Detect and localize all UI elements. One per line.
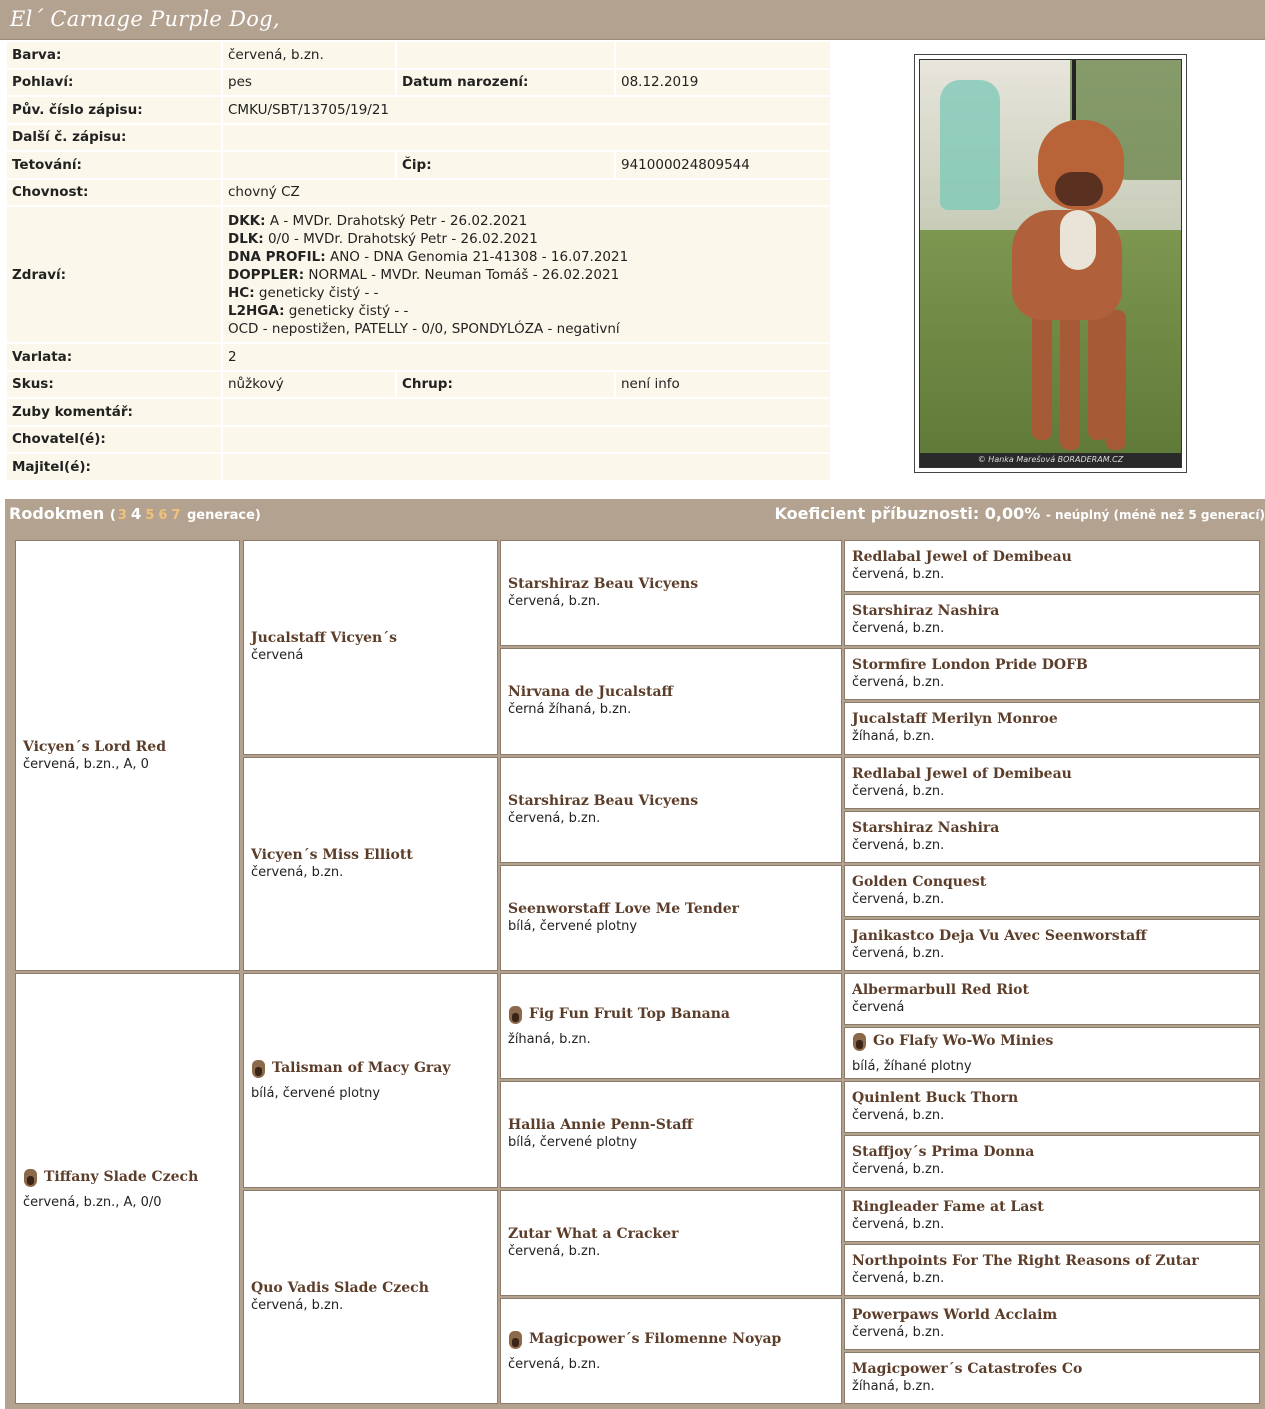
pedigree-dog-link[interactable]: [508, 1225, 841, 1243]
pedigree-cell-g2: [243, 540, 498, 755]
pedigree-cell-g4: [844, 865, 1260, 917]
pedigree-dog-color: žíhaná, b.zn.: [852, 1378, 935, 1394]
pedigree-dog-link[interactable]: [251, 1279, 497, 1297]
label-datum: Datum narození:: [396, 69, 615, 97]
generation-link-3[interactable]: 3: [117, 508, 127, 523]
health-key: DNA PROFIL:: [228, 248, 326, 265]
info-row-zdravi: [6, 206, 831, 343]
pedigree-cell-g4: [844, 973, 1260, 1025]
pedigree-dog-link[interactable]: [508, 1003, 841, 1025]
pedigree-dog-link[interactable]: [852, 819, 1259, 837]
generation-link-6[interactable]: 6: [158, 508, 168, 523]
label-chrup: Chrup:: [396, 371, 615, 399]
label-varlata: Varlata:: [6, 343, 222, 371]
value-zuby: [222, 398, 831, 426]
pedigree-header: [5, 499, 1265, 530]
pedigree-dog-link[interactable]: [23, 1166, 239, 1188]
value-chovatel: [222, 426, 831, 454]
pedigree-cell-g3: [500, 865, 842, 971]
health-value: geneticky čistý - -: [254, 284, 379, 301]
pedigree-cell-g4: [844, 1190, 1260, 1242]
health-key: DLK:: [228, 230, 264, 247]
pedigree-dog-color: červená, b.zn.: [251, 864, 344, 880]
info-row-puv: [6, 96, 831, 124]
pedigree-dog-color: bílá, červené plotny: [508, 1135, 638, 1151]
pedigree-dog-color: červená, b.zn.: [852, 567, 945, 583]
label-chovatel: Chovatel(é):: [6, 426, 222, 454]
dog-info-table: [5, 40, 832, 482]
value-puv: CMKU/SBT/13705/19/21: [222, 96, 831, 124]
pedigree-dog-name[interactable]: Starshiraz Beau Vicyens: [508, 576, 699, 593]
pedigree-cell-g4: [844, 1027, 1260, 1079]
pedigree-cell-g1: [15, 973, 240, 1404]
pedigree-dog-link[interactable]: [852, 765, 1259, 783]
pedigree-cell-g4: [844, 1135, 1260, 1187]
pedigree-dog-color: červená, b.zn.: [852, 1324, 945, 1340]
kinship-coefficient: Koeficient příbuznosti: 0,00% - neúplný (méně než 5 generací): [774, 504, 1265, 523]
pedigree-dog-name[interactable]: Quinlent Buck Thorn: [852, 1090, 1019, 1107]
label-zdravi: Zdraví:: [6, 206, 222, 343]
pedigree-cell-g3: [500, 1081, 842, 1187]
health-line: [228, 248, 825, 266]
pedigree-dog-name[interactable]: Starshiraz Nashira: [852, 819, 1000, 836]
pedigree-dog-color: černá žíhaná, b.zn.: [508, 702, 632, 718]
pedigree-dog-color: červená, b.zn.: [852, 891, 945, 907]
pedigree-dog-color: červená, b.zn.: [852, 1108, 945, 1124]
pedigree-dog-link[interactable]: [508, 575, 841, 593]
pedigree-cell-g4: [844, 648, 1260, 700]
pedigree-dog-link[interactable]: [852, 1089, 1259, 1107]
pedigree-dog-link[interactable]: [852, 548, 1259, 566]
health-records: [228, 212, 825, 338]
pedigree-cell-g2: [243, 973, 498, 1188]
pedigree-dog-link[interactable]: [852, 656, 1259, 674]
pedigree-dog-color: červená: [251, 648, 304, 664]
pedigree-dog-name[interactable]: Golden Conquest: [852, 873, 987, 890]
generation-selector: ( 3 4 5 6 7 generace): [109, 505, 261, 523]
pedigree-dog-name[interactable]: Go Flafy Wo-Wo Minies: [873, 1033, 1054, 1050]
value-chovnost: chovný CZ: [222, 179, 831, 207]
pedigree-dog-name[interactable]: Starshiraz Nashira: [852, 603, 1000, 620]
health-value: geneticky čistý - -: [284, 302, 409, 319]
pedigree-dog-color: červená, b.zn.: [852, 783, 945, 799]
value-barva: červená, b.zn.: [222, 41, 396, 69]
pedigree-dog-link[interactable]: [251, 1057, 497, 1079]
pedigree-cell-g4: [844, 757, 1260, 809]
pedigree-cell-g4: [844, 1298, 1260, 1350]
pedigree-dog-name[interactable]: Janikastco Deja Vu Avec Seenworstaff: [852, 927, 1147, 944]
pedigree-cell-g3: [500, 1190, 842, 1296]
pedigree-dog-link[interactable]: [852, 1143, 1259, 1161]
pedigree-cell-g3: [500, 973, 842, 1079]
generation-link-7[interactable]: 7: [171, 508, 181, 523]
pedigree-dog-link[interactable]: [852, 873, 1259, 891]
pedigree-dog-color: červená, b.zn.: [852, 837, 945, 853]
pedigree-dog-name[interactable]: Ringleader Fame at Last: [852, 1198, 1044, 1215]
pedigree-dog-link[interactable]: [852, 1252, 1259, 1270]
health-line: [228, 284, 825, 302]
health-line: [228, 320, 825, 338]
info-row-barva: [6, 41, 831, 69]
pedigree-dog-link[interactable]: [852, 710, 1259, 728]
pedigree-dog-link[interactable]: [852, 1306, 1259, 1324]
pedigree-cell-g3: [500, 757, 842, 863]
pedigree-cell-g2: [243, 757, 498, 972]
pedigree-dog-name[interactable]: Fig Fun Fruit Top Banana: [529, 1006, 730, 1023]
pedigree-dog-color: žíhaná, b.zn.: [852, 729, 935, 745]
dog-photo-image: [919, 59, 1182, 468]
pedigree-dog-name[interactable]: Starshiraz Beau Vicyens: [508, 792, 699, 809]
label-cip: Čip:: [396, 151, 615, 179]
pedigree-cell-g3: [500, 540, 842, 646]
pedigree-dog-name[interactable]: Stormfire London Pride DOFB: [852, 657, 1088, 674]
pedigree-dog-name[interactable]: Albermarbull Red Riot: [852, 982, 1029, 999]
health-key: DOPPLER:: [228, 266, 305, 283]
health-value: OCD - nepostižen, PATELLY - 0/0, SPONDYLÓZA - negativní: [228, 320, 620, 337]
pedigree-dog-link[interactable]: [852, 602, 1259, 620]
pedigree-dog-name[interactable]: Redlabal Jewel of Demibeau: [852, 549, 1072, 566]
pedigree-tree: [5, 530, 1265, 1409]
label-skus: Skus:: [6, 371, 222, 399]
label-tetovani: Tetování:: [6, 151, 222, 179]
pedigree-dog-name[interactable]: Staffjoy´s Prima Donna: [852, 1144, 1035, 1161]
health-line: [228, 266, 825, 284]
pedigree-cell-g3: [500, 648, 842, 754]
pedigree-dog-link[interactable]: [852, 1360, 1259, 1378]
health-value: ANO - DNA Genomia 21-41308 - 16.07.2021: [325, 248, 629, 265]
dog-photo-icon[interactable]: [508, 1003, 523, 1025]
pedigree-dog-name[interactable]: Nirvana de Jucalstaff: [508, 684, 674, 701]
pedigree-cell-g1: [15, 540, 240, 971]
pedigree-dog-color: červená, b.zn.: [508, 1356, 601, 1372]
dog-photo-icon[interactable]: [852, 1030, 867, 1052]
pedigree-dog-color: červená, b.zn.: [852, 1216, 945, 1232]
pedigree-dog-link[interactable]: [508, 792, 841, 810]
pedigree-dog-name[interactable]: Magicpower´s Catastrofes Co: [852, 1360, 1083, 1377]
pedigree-dog-name[interactable]: Hallia Annie Penn-Staff: [508, 1117, 693, 1134]
value-pohlavi: pes: [222, 69, 396, 97]
health-value: NORMAL - MVDr. Neuman Tomáš - 26.02.2021: [304, 266, 620, 283]
pedigree-dog-name[interactable]: Quo Vadis Slade Czech: [251, 1279, 429, 1296]
pedigree-dog-color: bílá, červené plotny: [251, 1086, 381, 1102]
pedigree-cell-g4: [844, 811, 1260, 863]
dog-photo-icon[interactable]: [251, 1057, 266, 1079]
pedigree-dog-link[interactable]: [251, 629, 497, 647]
value-majitel: [222, 453, 831, 481]
pedigree-dog-name[interactable]: Jucalstaff Merilyn Monroe: [852, 711, 1058, 728]
info-row-zuby: [6, 398, 831, 426]
pedigree-dog-name[interactable]: Talisman of Macy Gray: [272, 1060, 451, 1077]
label-chovnost: Chovnost:: [6, 179, 222, 207]
pedigree-dog-link[interactable]: [251, 846, 497, 864]
info-row-chovatel: [6, 426, 831, 454]
pedigree-dog-name[interactable]: Redlabal Jewel of Demibeau: [852, 765, 1072, 782]
pedigree-dog-color: červená, b.zn., A, 0/0: [23, 1194, 162, 1210]
pedigree-dog-link[interactable]: [508, 1328, 841, 1350]
dog-title: El´ Carnage Purple Dog,: [10, 7, 280, 31]
pedigree-cell-g4: [844, 1081, 1260, 1133]
value-dalsi: [222, 124, 831, 152]
pedigree-label: Rodokmen: [9, 504, 105, 523]
dog-photo[interactable]: [914, 54, 1187, 473]
pedigree-dog-link[interactable]: [508, 683, 841, 701]
pedigree-cell-g4: [844, 919, 1260, 971]
pedigree-dog-name[interactable]: Tiffany Slade Czech: [44, 1168, 199, 1185]
pedigree-dog-link[interactable]: [852, 1198, 1259, 1216]
value-varlata: 2: [222, 343, 831, 371]
value-datum: 08.12.2019: [615, 69, 831, 97]
info-row-skus: [6, 371, 831, 399]
pedigree-title: [9, 504, 261, 523]
pedigree-dog-name[interactable]: Jucalstaff Vicyen´s: [251, 630, 398, 647]
pedigree-dog-name[interactable]: Vicyen´s Lord Red: [23, 738, 166, 755]
label-zuby: Zuby komentář:: [6, 398, 222, 426]
label-barva: Barva:: [6, 41, 222, 69]
pedigree-cell-g3: [500, 1298, 842, 1404]
photo-caption: © Hanka Marešová BORADERAM.CZ: [920, 453, 1181, 467]
pedigree-cell-g4: [844, 1244, 1260, 1296]
health-key: DKK:: [228, 212, 266, 229]
dog-photo-icon[interactable]: [508, 1328, 523, 1350]
health-value: A - MVDr. Drahotský Petr - 26.02.2021: [265, 212, 528, 229]
label-pohlavi: Pohlaví:: [6, 69, 222, 97]
pedigree-dog-color: červená, b.zn.: [508, 810, 601, 826]
value-zdravi: [222, 206, 831, 343]
info-row-majitel: [6, 453, 831, 481]
health-key: L2HGA:: [228, 302, 285, 319]
pedigree-dog-color: žíhaná, b.zn.: [508, 1032, 591, 1048]
page-header: [0, 0, 1265, 40]
pedigree-dog-color: červená, b.zn.: [508, 1243, 601, 1259]
health-line: [228, 302, 825, 320]
pedigree-dog-link[interactable]: [508, 900, 841, 918]
pedigree-dog-color: červená, b.zn.: [852, 945, 945, 961]
pedigree-dog-link[interactable]: [23, 738, 239, 756]
pedigree-dog-color: červená: [852, 1000, 905, 1016]
pedigree-dog-name[interactable]: Zutar What a Cracker: [508, 1225, 679, 1242]
pedigree-dog-link[interactable]: [852, 927, 1259, 945]
pedigree-dog-name[interactable]: Northpoints For The Right Reasons of Zutar: [852, 1252, 1199, 1269]
pedigree-dog-name[interactable]: Powerpaws World Acclaim: [852, 1306, 1058, 1323]
pedigree-cell-g4: [844, 702, 1260, 754]
pedigree-dog-name[interactable]: Magicpower´s Filomenne Noyap: [529, 1330, 782, 1347]
health-value: 0/0 - MVDr. Drahotský Petr - 26.02.2021: [263, 230, 538, 247]
pedigree-dog-color: červená, b.zn.: [852, 1270, 945, 1286]
pedigree-dog-color: bílá, žíhané plotny: [852, 1059, 972, 1075]
pedigree-dog-color: červená, b.zn.: [508, 594, 601, 610]
pedigree-dog-color: červená, b.zn.: [852, 621, 945, 637]
dog-photo-icon[interactable]: [23, 1166, 38, 1188]
info-row-pohlavi: [6, 69, 831, 97]
value-tetovani: [222, 151, 396, 179]
generation-link-4[interactable]: 4: [130, 505, 142, 523]
pedigree-cell-g2: [243, 1190, 498, 1405]
value-skus: nůžkový: [222, 371, 396, 399]
pedigree-cell-g4: [844, 540, 1260, 592]
pedigree-cell-g4: [844, 594, 1260, 646]
pedigree-dog-name[interactable]: Seenworstaff Love Me Tender: [508, 900, 739, 917]
info-row-dalsi: [6, 124, 831, 152]
info-row-tetovani: [6, 151, 831, 179]
pedigree-dog-color: bílá, červené plotny: [508, 918, 638, 934]
value-cip: 941000024809544: [615, 151, 831, 179]
label-dalsi: Další č. zápisu:: [6, 124, 222, 152]
info-row-varlata: [6, 343, 831, 371]
pedigree-cell-g4: [844, 1352, 1260, 1404]
pedigree-dog-link[interactable]: [852, 1030, 1259, 1052]
generation-link-5[interactable]: 5: [145, 508, 155, 523]
pedigree-dog-link[interactable]: [852, 981, 1259, 999]
pedigree-dog-color: červená, b.zn., A, 0: [23, 756, 149, 772]
label-puv: Pův. číslo zápisu:: [6, 96, 222, 124]
pedigree-dog-color: červená, b.zn.: [852, 675, 945, 691]
pedigree-dog-color: červená, b.zn.: [852, 1162, 945, 1178]
pedigree-dog-name[interactable]: Vicyen´s Miss Elliott: [251, 846, 413, 863]
value-chrup: není info: [615, 371, 831, 399]
health-line: [228, 230, 825, 248]
health-key: HC:: [228, 284, 255, 301]
kinship-note: - neúplný (méně než 5 generací): [1045, 508, 1265, 522]
info-row-chovnost: [6, 179, 831, 207]
pedigree-dog-color: červená, b.zn.: [251, 1297, 344, 1313]
label-majitel: Majitel(é):: [6, 453, 222, 481]
health-line: [228, 212, 825, 230]
pedigree-dog-link[interactable]: [508, 1116, 841, 1134]
